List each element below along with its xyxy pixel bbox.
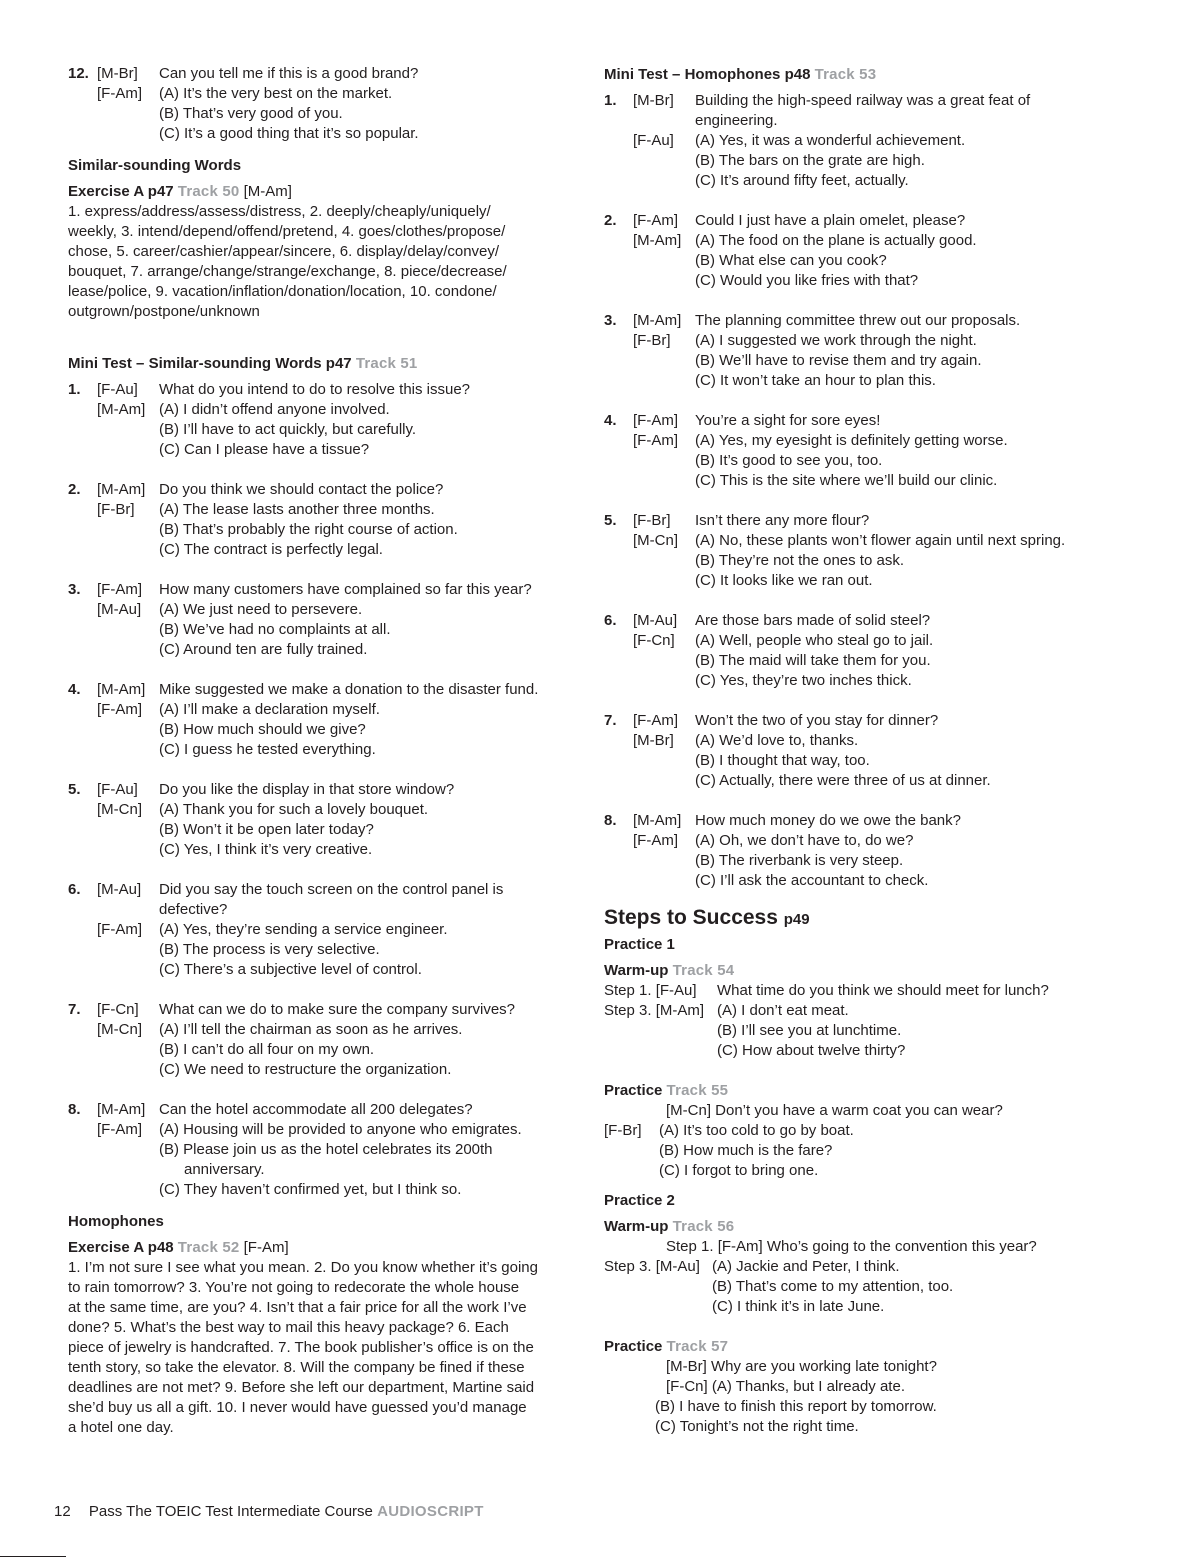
option-c: (C) The contract is perfectly legal. bbox=[159, 541, 383, 558]
option-b: (B) We’ve had no complaints at all. bbox=[159, 621, 391, 638]
speaker-label: [M-Br] bbox=[633, 732, 674, 749]
speaker-label: [M-Cn] bbox=[97, 801, 142, 818]
question-item bbox=[604, 91, 1164, 191]
option-a: (A) I don’t eat meat. bbox=[717, 1002, 849, 1019]
question-item bbox=[604, 811, 1164, 891]
question-text: What time do you think we should meet for lunch? bbox=[717, 982, 1049, 999]
question-text: What can we do to make sure the company survives? bbox=[159, 1001, 516, 1018]
question-number: 8. bbox=[604, 812, 617, 829]
sentence-line: piece of jewelry is handcrafted. 7. The book publisher’s office is on the bbox=[68, 1339, 534, 1356]
option-c: (C) I’ll ask the accountant to check. bbox=[695, 872, 929, 889]
practice-label: Practice bbox=[604, 1082, 663, 1099]
option-a: (A) Yes, my eyesight is definitely getting worse. bbox=[695, 432, 1008, 449]
speaker-label: [F-Am] bbox=[97, 85, 142, 102]
question-text: How much money do we owe the bank? bbox=[695, 812, 961, 829]
option-c: (C) Would you like fries with that? bbox=[695, 272, 919, 289]
track-label: Track 50 bbox=[177, 183, 240, 200]
exercise-title: Exercise A p48 bbox=[68, 1239, 174, 1256]
question-text: [M-Br] Why are you working late tonight? bbox=[666, 1358, 937, 1375]
option-b: (B) We’ll have to revise them and try again. bbox=[695, 352, 982, 369]
page-ref: p49 bbox=[783, 911, 810, 928]
track-label: Track 56 bbox=[672, 1218, 735, 1235]
word-line: 1. express/address/assess/distress, 2. deeply/cheaply/uniquely/ bbox=[68, 203, 491, 220]
option-b: (B) The riverbank is very steep. bbox=[695, 852, 904, 869]
option-a: (A) We’d love to, thanks. bbox=[695, 732, 859, 749]
option-c: (C) We need to restructure the organization. bbox=[159, 1061, 452, 1078]
question-text: Could I just have a plain omelet, please? bbox=[695, 212, 966, 229]
question-text: Building the high-speed railway was a great feat of bbox=[695, 92, 1031, 109]
question-item bbox=[68, 1100, 588, 1200]
speaker-label: [M-Cn] bbox=[633, 532, 678, 549]
option-c: (C) Tonight’s not the right time. bbox=[655, 1418, 859, 1435]
question-item bbox=[604, 611, 1164, 691]
speaker-label: [F-Cn] bbox=[633, 632, 675, 649]
warmup-label: Warm-up bbox=[604, 962, 669, 979]
speaker-label: [F-Au] bbox=[97, 781, 138, 798]
option-c: (C) Yes, they’re two inches thick. bbox=[695, 672, 912, 689]
option-c: (C) Can I please have a tissue? bbox=[159, 441, 370, 458]
practice-57-content bbox=[604, 1357, 1164, 1437]
track-label: Track 51 bbox=[355, 355, 418, 372]
option-c: (C) I think it’s in late June. bbox=[712, 1298, 885, 1315]
question-item bbox=[68, 680, 588, 760]
speaker-label: [F-Am] bbox=[633, 832, 678, 849]
question-text: Isn’t there any more flour? bbox=[695, 512, 870, 529]
track-label: Track 55 bbox=[666, 1082, 729, 1099]
warmup-1-heading bbox=[604, 961, 1164, 981]
homophones-exercise-heading bbox=[68, 1238, 588, 1258]
option-b: (B) That’s come to my attention, too. bbox=[712, 1278, 954, 1295]
question-number: 3. bbox=[604, 312, 617, 329]
steps-title: Steps to Success bbox=[604, 906, 778, 929]
mini-test-items bbox=[68, 380, 588, 1200]
question-12 bbox=[68, 64, 588, 144]
option-b: (B) The bars on the grate are high. bbox=[695, 152, 925, 169]
mini-test-items bbox=[604, 91, 1164, 891]
question-text: You’re a sight for sore eyes! bbox=[695, 412, 881, 429]
option-b-cont: anniversary. bbox=[184, 1161, 265, 1178]
question-text: Are those bars made of solid steel? bbox=[695, 612, 931, 629]
question-number: 12. bbox=[68, 65, 89, 82]
option-b: (B) That’s probably the right course of action. bbox=[159, 521, 458, 538]
option-a: (A) Jackie and Peter, I think. bbox=[712, 1258, 900, 1275]
speaker-label: [F-Br] bbox=[97, 501, 135, 518]
practice-55-heading bbox=[604, 1081, 1164, 1101]
speaker-label: [M-Am] bbox=[633, 812, 682, 829]
question-text: Do you think we should contact the police? bbox=[159, 481, 444, 498]
sentence-line: a hotel one day. bbox=[68, 1419, 174, 1436]
question-number: 5. bbox=[68, 781, 81, 798]
speaker-label: [M-Au] bbox=[97, 601, 142, 618]
option-c: (C) Actually, there were three of us at dinner. bbox=[695, 772, 991, 789]
question-item bbox=[604, 211, 1164, 291]
option-a: (A) Yes, they’re sending a service engineer. bbox=[159, 921, 448, 938]
question-item bbox=[68, 480, 588, 560]
question-text: What do you intend to do to resolve this issue? bbox=[159, 381, 471, 398]
question-item bbox=[68, 1000, 588, 1080]
word-line: lease/police, 9. vacation/inflation/donation/location, 10. condone/ bbox=[68, 283, 497, 300]
question-text: Can you tell me if this is a good brand? bbox=[159, 65, 419, 82]
option-c: (C) Yes, I think it’s very creative. bbox=[159, 841, 373, 858]
option-a: (A) Well, people who steal go to jail. bbox=[695, 632, 934, 649]
option-c: (C) There’s a subjective level of control. bbox=[159, 961, 422, 978]
speaker-label: [F-Am] bbox=[633, 212, 678, 229]
speaker-label: [F-Au] bbox=[633, 132, 674, 149]
speaker-label: [F-Cn] bbox=[97, 1001, 139, 1018]
option-b: (B) How much is the fare? bbox=[659, 1142, 833, 1159]
question-number: 6. bbox=[68, 881, 81, 898]
right-column bbox=[604, 64, 1164, 1437]
question-text: Mike suggested we make a donation to the disaster fund. bbox=[159, 681, 539, 698]
option-b: (B) That’s very good of you. bbox=[159, 105, 343, 122]
question-number: 8. bbox=[68, 1101, 81, 1118]
option-a: [F-Cn] (A) Thanks, but I already ate. bbox=[666, 1378, 905, 1395]
question-number: 7. bbox=[68, 1001, 81, 1018]
option-c: (C) It’s around fifty feet, actually. bbox=[695, 172, 909, 189]
question-number: 2. bbox=[68, 481, 81, 498]
question-number: 7. bbox=[604, 712, 617, 729]
speaker-label: [F-Br] bbox=[633, 512, 671, 529]
word-line: chose, 5. career/cashier/appear/sincere, 6. display/delay/convey/ bbox=[68, 243, 500, 260]
option-c: (C) How about twelve thirty? bbox=[717, 1042, 906, 1059]
speaker-label: [F-Am] bbox=[97, 581, 142, 598]
question-item bbox=[68, 380, 588, 460]
option-a: (A) Housing will be provided to anyone who emigrates. bbox=[159, 1121, 522, 1138]
option-a: (A) It’s the very best on the market. bbox=[159, 85, 393, 102]
option-c: (C) This is the site where we’ll build our clinic. bbox=[695, 472, 998, 489]
question-number: 3. bbox=[68, 581, 81, 598]
speaker-label: [M-Am] bbox=[633, 312, 682, 329]
section-heading-similar: Similar-sounding Words bbox=[68, 157, 242, 174]
speaker-label: [M-Am] bbox=[97, 681, 146, 698]
option-c: (C) Around ten are fully trained. bbox=[159, 641, 368, 658]
speaker-label: [M-Am] bbox=[243, 183, 292, 200]
mini-test-heading bbox=[604, 65, 1164, 85]
page-number: 12 bbox=[54, 1503, 71, 1520]
speaker-label: [F-Am] bbox=[97, 921, 142, 938]
word-line: weekly, 3. intend/depend/offend/pretend, 4. goes/clothes/propose/ bbox=[68, 223, 506, 240]
question-text: [M-Cn] Don’t you have a warm coat you can wear? bbox=[666, 1102, 1003, 1119]
option-c: (C) They haven’t confirmed yet, but I think so. bbox=[159, 1181, 462, 1198]
option-a: (A) We just need to persevere. bbox=[159, 601, 363, 618]
option-b: (B) I’ll see you at lunchtime. bbox=[717, 1022, 902, 1039]
speaker-label: [F-Am] bbox=[633, 432, 678, 449]
question-item bbox=[604, 411, 1164, 491]
question-number: 1. bbox=[604, 92, 617, 109]
speaker-label: [F-Am] bbox=[97, 701, 142, 718]
step-label: Step 3. [M-Au] bbox=[604, 1258, 700, 1275]
option-a: (A) I’ll make a declaration myself. bbox=[159, 701, 380, 718]
word-line: bouquet, 7. arrange/change/strange/exchange, 8. piece/decrease/ bbox=[68, 263, 507, 280]
option-a: (A) I’ll tell the chairman as soon as he arrives. bbox=[159, 1021, 463, 1038]
question-text: Won’t the two of you stay for dinner? bbox=[695, 712, 939, 729]
speaker-label: [F-Br] bbox=[633, 332, 671, 349]
sentence-line: done? 5. What’s the best way to mail this heavy package? 6. Each bbox=[68, 1319, 509, 1336]
question-number: 2. bbox=[604, 212, 617, 229]
practice-label: Practice bbox=[604, 1338, 663, 1355]
section-heading-homophones: Homophones bbox=[68, 1213, 164, 1230]
speaker-label: [M-Br] bbox=[97, 65, 138, 82]
track-label: Track 53 bbox=[814, 66, 877, 83]
question-number: 5. bbox=[604, 512, 617, 529]
speaker-label: [M-Au] bbox=[97, 881, 142, 898]
option-b: (B) What else can you cook? bbox=[695, 252, 887, 269]
speaker-label: [M-Am] bbox=[97, 1101, 146, 1118]
option-c: (C) It’s a good thing that it’s so popular. bbox=[159, 125, 419, 142]
practice-55-content bbox=[604, 1101, 1164, 1181]
practice-57-heading bbox=[604, 1337, 1164, 1357]
warmup-2-content bbox=[604, 1237, 1164, 1317]
speaker-label: [M-Am] bbox=[97, 481, 146, 498]
exercise-a-words bbox=[68, 202, 588, 322]
sentence-line: 1. I’m not sure I see what you mean. 2. Do you know whether it’s going bbox=[68, 1259, 538, 1276]
footer-rule bbox=[0, 1556, 66, 1557]
option-c: (C) I guess he tested everything. bbox=[159, 741, 376, 758]
track-label: Track 57 bbox=[666, 1338, 729, 1355]
option-b: (B) I can’t do all four on my own. bbox=[159, 1041, 375, 1058]
practice-2-heading: Practice 2 bbox=[604, 1192, 675, 1209]
page-footer bbox=[54, 1503, 484, 1520]
track-label: Track 54 bbox=[672, 962, 735, 979]
sentence-line: to rain tomorrow? 3. You’re not going to redecorate the whole house bbox=[68, 1279, 520, 1296]
speaker-label: [F-Br] bbox=[604, 1122, 642, 1139]
sentence-line: tenth story, so take the elevator. 8. Will the company be fined if these bbox=[68, 1359, 525, 1376]
question-text: Step 1. [F-Am] Who’s going to the convention this year? bbox=[666, 1238, 1037, 1255]
option-b: (B) Please join us as the hotel celebrates its 200th bbox=[159, 1141, 493, 1158]
homophones-sentences bbox=[68, 1258, 588, 1438]
option-b: (B) It’s good to see you, too. bbox=[695, 452, 883, 469]
speaker-label: [M-Am] bbox=[633, 232, 682, 249]
practice-1-heading: Practice 1 bbox=[604, 936, 675, 953]
speaker-label: [M-Cn] bbox=[97, 1021, 142, 1038]
question-item bbox=[68, 580, 588, 660]
option-b: (B) They’re not the ones to ask. bbox=[695, 552, 904, 569]
mini-test-title: Mini Test – Similar-sounding Words p47 bbox=[68, 355, 352, 372]
sentence-line: at the same time, are you? 4. Isn’t that a fair price for all the work I’ve bbox=[68, 1299, 527, 1316]
option-a: (A) Yes, it was a wonderful achievement. bbox=[695, 132, 966, 149]
option-a: (A) It’s too cold to go by boat. bbox=[659, 1122, 854, 1139]
warmup-label: Warm-up bbox=[604, 1218, 669, 1235]
word-line: outgrown/postpone/unknown bbox=[68, 303, 260, 320]
question-number: 4. bbox=[604, 412, 617, 429]
question-number: 4. bbox=[68, 681, 81, 698]
question-text: Can the hotel accommodate all 200 delegates? bbox=[159, 1101, 473, 1118]
warmup-1-content bbox=[604, 981, 1164, 1061]
option-a: (A) No, these plants won’t flower again until next spring. bbox=[695, 532, 1066, 549]
exercise-a-heading bbox=[68, 182, 588, 202]
option-b: (B) I have to finish this report by tomorrow. bbox=[655, 1398, 937, 1415]
option-b: (B) How much should we give? bbox=[159, 721, 366, 738]
option-c: (C) It won’t take an hour to plan this. bbox=[695, 372, 936, 389]
track-label: Track 52 bbox=[177, 1239, 240, 1256]
option-a: (A) I suggested we work through the night. bbox=[695, 332, 977, 349]
question-text: How many customers have complained so far this year? bbox=[159, 581, 532, 598]
option-a: (A) The lease lasts another three months. bbox=[159, 501, 435, 518]
option-b: (B) Won’t it be open later today? bbox=[159, 821, 374, 838]
option-c: (C) I forgot to bring one. bbox=[659, 1162, 819, 1179]
question-text: The planning committee threw out our proposals. bbox=[695, 312, 1021, 329]
option-c: (C) It looks like we ran out. bbox=[695, 572, 873, 589]
speaker-label: [F-Au] bbox=[97, 381, 138, 398]
question-text-cont: engineering. bbox=[695, 112, 778, 129]
option-a: (A) I didn’t offend anyone involved. bbox=[159, 401, 390, 418]
option-a: (A) Thank you for such a lovely bouquet. bbox=[159, 801, 429, 818]
book-title: Pass The TOEIC Test Intermediate Course bbox=[88, 1503, 373, 1520]
question-number: 6. bbox=[604, 612, 617, 629]
question-item bbox=[68, 780, 588, 860]
question-item bbox=[604, 711, 1164, 791]
exercise-title: Exercise A p47 bbox=[68, 183, 174, 200]
mini-test-title: Mini Test – Homophones p48 bbox=[604, 66, 811, 83]
question-text: Do you like the display in that store window? bbox=[159, 781, 455, 798]
option-b: (B) I’ll have to act quickly, but carefully. bbox=[159, 421, 417, 438]
speaker-label: [M-Br] bbox=[633, 92, 674, 109]
option-b: (B) The process is very selective. bbox=[159, 941, 380, 958]
question-text-cont: defective? bbox=[159, 901, 228, 918]
speaker-label: [M-Au] bbox=[633, 612, 678, 629]
question-number: 1. bbox=[68, 381, 81, 398]
question-item bbox=[604, 511, 1164, 591]
sentence-line: she’d buy us all a gift. 10. I never would have guessed you’d manage bbox=[68, 1399, 527, 1416]
question-item bbox=[68, 880, 588, 980]
mini-test-heading bbox=[68, 354, 588, 374]
left-column bbox=[68, 64, 588, 1438]
step-label: Step 1. [F-Au] bbox=[604, 982, 697, 999]
sentence-line: deadlines are not met? 9. Before she left our department, Martine said bbox=[68, 1379, 535, 1396]
steps-to-success-heading bbox=[604, 905, 1164, 933]
option-b: (B) The maid will take them for you. bbox=[695, 652, 931, 669]
speaker-label: [F-Am] bbox=[97, 1121, 142, 1138]
option-b: (B) I thought that way, too. bbox=[695, 752, 870, 769]
speaker-label: [F-Am] bbox=[633, 712, 678, 729]
speaker-label: [F-Am] bbox=[243, 1239, 289, 1256]
section-label: AUDIOSCRIPT bbox=[377, 1503, 484, 1520]
option-a: (A) Oh, we don’t have to, do we? bbox=[695, 832, 914, 849]
warmup-2-heading bbox=[604, 1217, 1164, 1237]
option-a: (A) The food on the plane is actually good. bbox=[695, 232, 977, 249]
question-text: Did you say the touch screen on the control panel is bbox=[159, 881, 504, 898]
speaker-label: [M-Am] bbox=[97, 401, 146, 418]
speaker-label: [F-Am] bbox=[633, 412, 678, 429]
question-item bbox=[604, 311, 1164, 391]
step-label: Step 3. [M-Am] bbox=[604, 1002, 705, 1019]
